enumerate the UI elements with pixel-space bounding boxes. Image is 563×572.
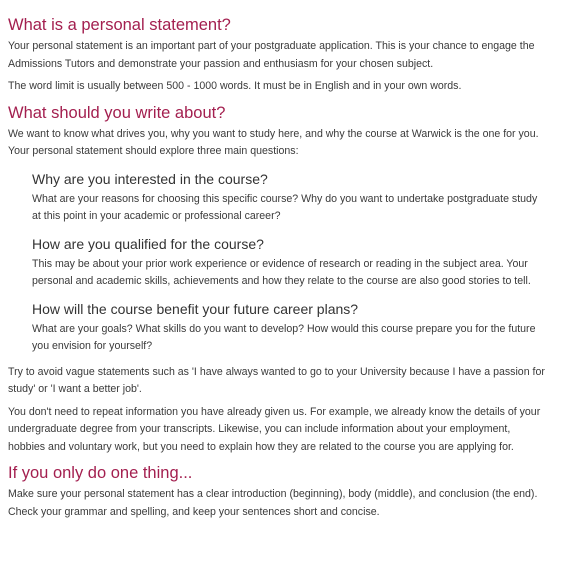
subheading-career-benefit: How will the course benefit your future career plans? <box>32 300 359 317</box>
heading-if-you-only-do-one-thing: If you only do one thing... <box>8 464 193 482</box>
paragraph-one-thing: Make sure your personal statement has a clear introduction (beginning), body (middle), and conclusion (the end). Check your grammar and spelling, and keep your sentences short and concise. <box>8 488 538 518</box>
paragraph-word-limit: The word limit is usually between 500 - 1000 words. It must be in English and in your own words. <box>8 80 462 92</box>
heading-what-is-personal-statement: What is a personal statement? <box>8 16 231 34</box>
subheading-how-qualified: How are you qualified for the course? <box>32 235 264 252</box>
paragraph-personal-statement-importance: Your personal statement is an important part of your postgraduate application. This is your chance to engage the Admissions Tutors and demonstrate your passion and enthusiasm for your chosen subject. <box>8 40 535 70</box>
paragraph-why-interested: What are your reasons for choosing this specific course? Why do you want to undertake postgraduate study at this point in your academic or professional career? <box>32 192 538 222</box>
paragraph-how-qualified: This may be about your prior work experience or evidence of research or reading in the subject area. Your personal and academic skills, achievements and how they relate to the course are also good stories to tell. <box>32 257 531 287</box>
subheading-why-interested: Why are you interested in the course? <box>32 170 268 187</box>
paragraph-avoid-vague-statements: Try to avoid vague statements such as 'I have always wanted to go to your University because I have a passion for study' or 'I want a better job'. <box>8 365 545 395</box>
paragraph-career-benefit: What are your goals? What skills do you want to develop? How would this course prepare you for the future you envision for yourself? <box>32 322 536 352</box>
paragraph-do-not-repeat-information: You don't need to repeat information you have already given us. For example, we already know the details of your undergraduate degree from your transcripts. Likewise, you can include information about your employment, hobbies and voluntary work, but you need to explain how they are related to the course you are applying for. <box>8 405 541 453</box>
question-list <box>8 169 545 356</box>
paragraph-write-about-intro: We want to know what drives you, why you want to study here, and why the course at Warwick is the one for you. Your personal statement should explore three main questions: <box>8 127 539 157</box>
heading-what-to-write-about: What should you write about? <box>8 103 226 122</box>
